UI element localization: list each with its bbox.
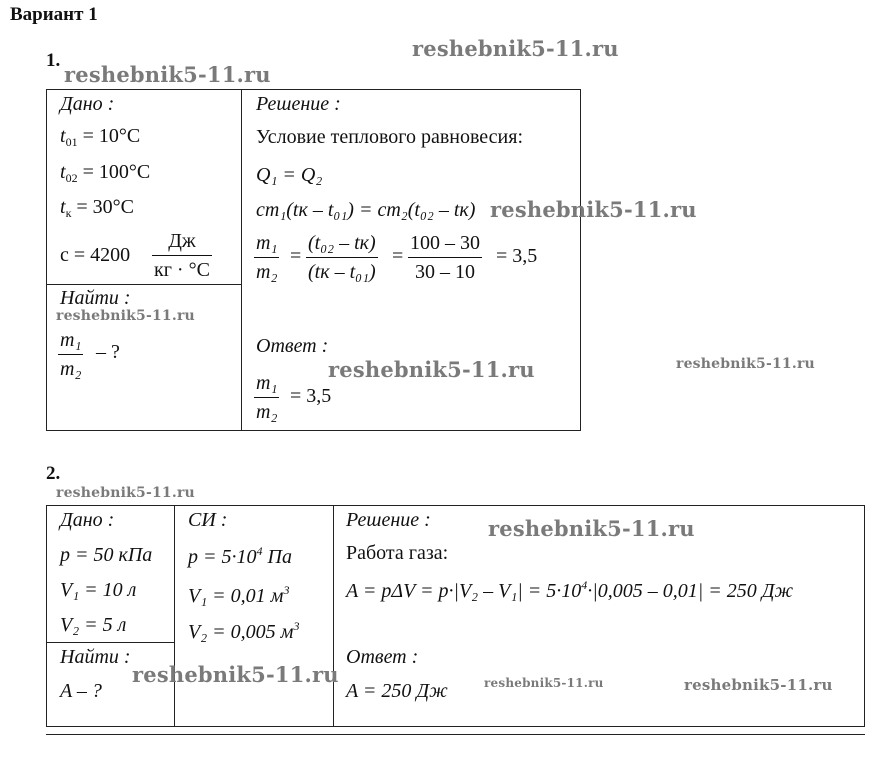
problem1-given-divider: [46, 284, 242, 285]
problem2-solution-line1: Работа газа:: [346, 542, 449, 564]
problem2-si-v1: V₁ = 0,01 $м^3$: [188, 583, 290, 607]
problem1-given-t01: $t_{01} = 10^\circ C$: [60, 125, 141, 149]
watermark-text: reshebnik5-11.ru: [328, 357, 535, 382]
problem1-given-tk: $t_к = 30^\circ C$: [60, 196, 135, 220]
problem2-answer-label: Ответ :: [346, 646, 419, 668]
problem2-given-label: Дано :: [60, 509, 115, 531]
problem2-given-p: p = 50 кПа: [60, 544, 153, 566]
problem1-temp-fraction: (t₀₂ – tк) (tк – t₀₁): [308, 232, 376, 283]
problem2-given-v1: V₁ = 10 л: [60, 579, 137, 601]
problem1-given-label: Дано :: [60, 93, 115, 115]
problem2-find-label: Найти :: [60, 646, 131, 668]
problem1-solution-label: Решение :: [256, 93, 341, 115]
problem2-solution-formula: $A = p\Delta V = p\cdot|V_2 - V_1| = 5\cdot 10^4\cdot|0,005 - 0,01| = 250$ Дж: [346, 578, 794, 602]
watermark-text: reshebnik5-11.ru: [132, 662, 339, 687]
problem1-solution-line2: Q₁ = Q₂: [256, 164, 323, 186]
problem2-find: A – ?: [60, 680, 102, 702]
problem1-given-c: c = 4200: [60, 244, 131, 266]
watermark-text: reshebnik5-11.ru: [488, 516, 695, 541]
watermark-text: reshebnik5-11.ru: [484, 676, 604, 690]
watermark-text: reshebnik5-11.ru: [56, 308, 195, 324]
problem1-ratio-fraction: m₁ m₂: [256, 232, 278, 283]
problem1-given-c-unit: Дж кг · °С: [154, 230, 210, 281]
problem1-answer-fraction: m₁ m₂: [256, 372, 278, 423]
watermark-text: reshebnik5-11.ru: [676, 356, 815, 372]
problem1-find-rest: – ?: [96, 341, 120, 363]
watermark-text: reshebnik5-11.ru: [684, 676, 833, 694]
problem1-result: = 3,5: [496, 245, 538, 267]
problem2-divider-si: [174, 505, 175, 727]
watermark-text: reshebnik5-11.ru: [56, 485, 195, 501]
problem1-eq2: =: [392, 245, 404, 267]
problem2-answer: A = 250 Дж: [346, 680, 448, 702]
problem1-answer-value: = 3,5: [290, 385, 332, 407]
problem2-given-divider: [46, 642, 175, 643]
problem1-find-label: Найти :: [60, 287, 131, 309]
watermark-text: reshebnik5-11.ru: [412, 36, 619, 61]
problem2-si-v2: V₂ = 0,005 $м^3$: [188, 619, 300, 643]
watermark-text: reshebnik5-11.ru: [64, 62, 271, 87]
problem1-column-divider: [241, 89, 242, 431]
problem2-bottom-rule: [46, 734, 865, 735]
problem1-solution-line3: cm₁(tк – t₀₁) = cm₂(t₀₂ – tк): [256, 199, 476, 221]
problem2-solution-label: Решение :: [346, 509, 431, 531]
variant-title: Вариант 1: [10, 4, 98, 25]
problem2-divider-solution: [333, 505, 334, 727]
problem2-si-label: СИ :: [188, 509, 228, 531]
problem1-given-t02: $t_{02} = 100^\circ C$: [60, 161, 151, 185]
problem1-number: 1.: [46, 50, 61, 71]
problem1-answer-label: Ответ :: [256, 335, 329, 357]
watermark-text: reshebnik5-11.ru: [490, 197, 697, 222]
problem2-number: 2.: [46, 463, 61, 484]
problem1-number-fraction: 100 – 30 30 – 10: [410, 232, 480, 283]
problem1-find-fraction: m₁ m₂: [60, 329, 82, 380]
problem1-solution-line1: Условие теплового равновесия:: [256, 126, 524, 148]
problem1-eq1: =: [290, 245, 302, 267]
problem2-given-v2: V₂ = 5 л: [60, 614, 127, 636]
problem2-si-p: $p = 5\cdot 10^4$ Па: [188, 544, 292, 568]
